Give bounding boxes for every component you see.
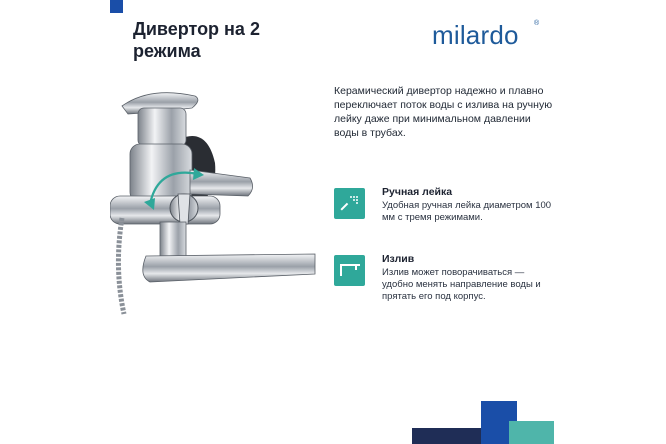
page-title: Дивертор на 2 режима <box>133 19 260 61</box>
brand-logo: milardo <box>432 20 519 50</box>
faucet-image <box>110 78 320 318</box>
decor-block-teal <box>509 421 554 444</box>
registered-mark: ® <box>534 20 540 27</box>
feature-title: Излив <box>382 253 415 265</box>
feature-title: Ручная лейка <box>382 186 453 198</box>
feature-description: Удобная ручная лейка диаметром 100 мм с тремя режимами. <box>382 200 552 223</box>
hand-shower-icon <box>334 188 365 219</box>
feature-description: Излив может поворачиваться — удобно менять направление воды и прятать его под корпус. <box>382 267 541 302</box>
spout-icon <box>334 255 365 286</box>
intro-text: Керамический дивертор надежно и плавно переключает поток воды с излива на ручную лейку даже при минимальном давлении воды в трубах. <box>334 85 553 139</box>
corner-decoration <box>110 0 123 13</box>
